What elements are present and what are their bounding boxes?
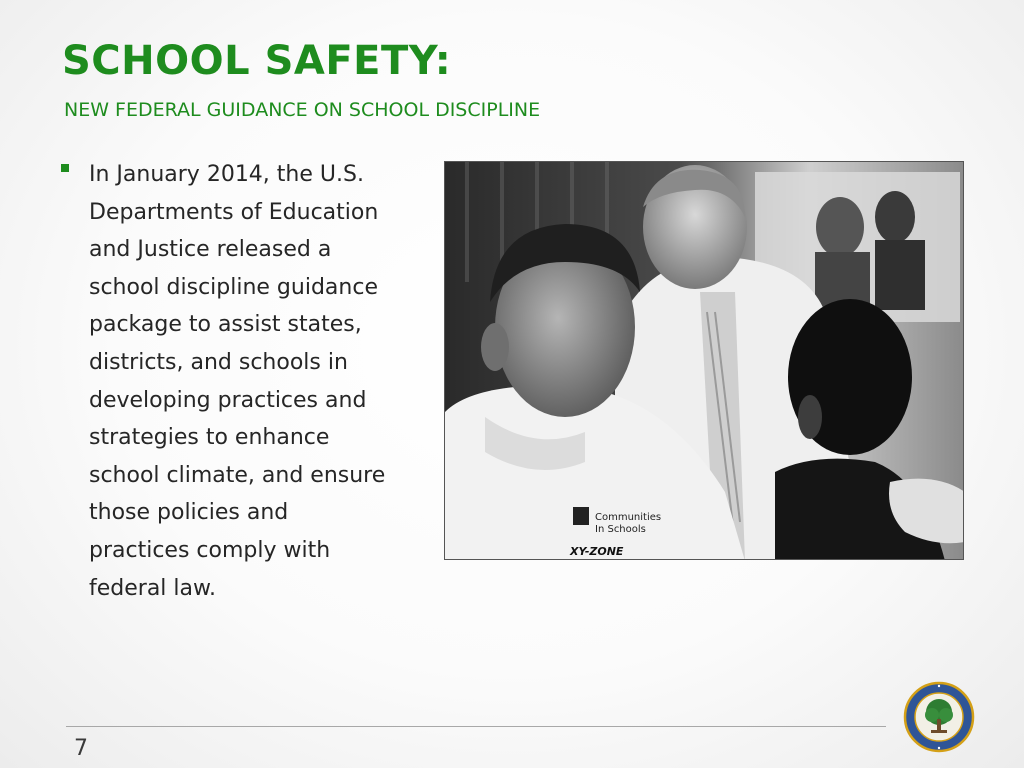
bullet-line: package to assist states,: [89, 312, 362, 338]
bullet-line: practices comply with: [89, 537, 331, 563]
bullet-line: In January 2014, the U.S.: [89, 162, 364, 187]
slide-subtitle: NEW FEDERAL GUIDANCE ON SCHOOL DISCIPLINE: [64, 99, 541, 121]
bullet-square-icon: [61, 164, 69, 172]
bullet-line: school climate, and ensure: [89, 462, 386, 488]
photo-students-and-official: [444, 161, 964, 560]
department-of-education-seal-icon: [903, 681, 975, 753]
shirt-xy-zone-text: XY-ZONE: [570, 545, 624, 558]
bullet-line: districts, and schools in: [89, 349, 348, 375]
bullet-line: those policies and: [89, 500, 289, 526]
bullet-line: strategies to enhance: [89, 425, 330, 451]
bullet-line: Departments of Education: [89, 199, 379, 225]
slide-title: SCHOOL SAFETY:: [62, 38, 452, 84]
footer-divider: [66, 726, 886, 727]
page-number: 7: [74, 736, 88, 761]
shirt-logo-line2: In Schools: [595, 524, 646, 535]
bullet-line: and Justice released a: [89, 237, 332, 263]
shirt-logo-line1: Communities: [595, 512, 662, 523]
bullet-list: [58, 156, 423, 607]
bullet-text: [89, 156, 423, 607]
bullet-line: school discipline guidance: [89, 274, 378, 300]
bullet-line: developing practices and: [89, 387, 367, 413]
bullet-line: federal law.: [89, 575, 216, 601]
